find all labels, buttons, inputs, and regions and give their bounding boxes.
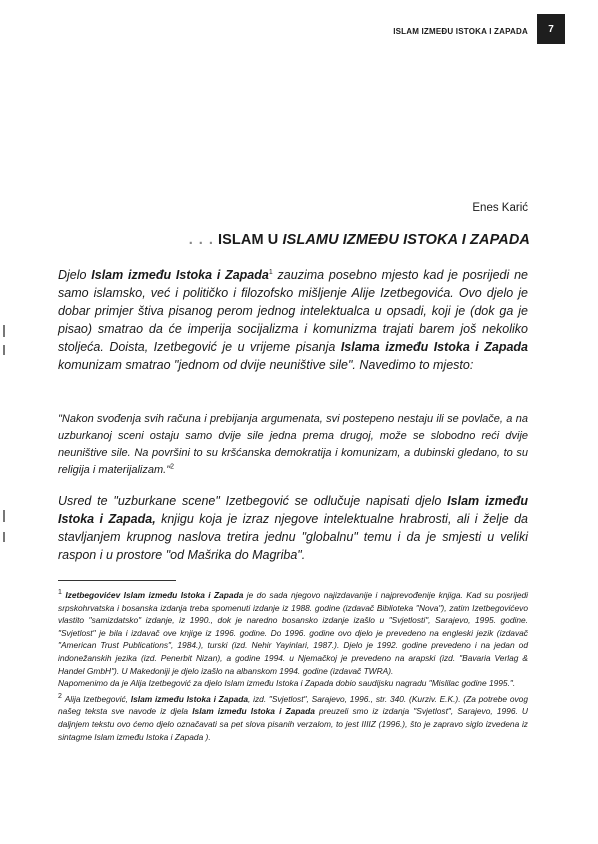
footnotes	[58, 589, 528, 743]
text-span: zauzima posebno mjesto kad je posrijedi ne samo islamsko, već i političko i filozofsko mišljenje Alije Izetbegovića. Ovo djelo je dobar primjer štiva pisanog perom jednog intelektualca u opsadi, koji je (dok ga je pisao) smatrao da će imperija socijalizma i komunizma trajati barem još nekoliko stoljeća. Doista, Izetbegović je u vrijeme pisanja	[58, 268, 528, 354]
footnote-text: Napomenimo da je Alija Izetbegović za djelo Islam između Istoka i Zapada dobio saudijsku nagradu "Mislilac godine 1995.".	[58, 678, 516, 689]
work-title: Islam između Istoka i Zapada	[91, 268, 269, 282]
footnote-work-title: Islam između Istoka i Zapada	[130, 693, 249, 704]
footnote-work-title: Islam između Istoka i Zapada	[192, 706, 315, 717]
text-span: knjigu koja je izraz njegove intelektualne hrabrosti, ali i želje da stavljanjem krupnog naslova tretira jednu "globalnu" temu i da je smjesti u veliki raspon i u prostore "od Mašrika do Magriba".	[58, 512, 528, 562]
text-span: Usred te "uzburkane scene" Izetbegović se odlučuje napisati djelo	[58, 494, 448, 508]
footnote-number: 1	[58, 589, 62, 597]
title-lead-dots: . . .	[188, 232, 214, 248]
article-title	[150, 232, 530, 248]
running-header: ISLAM IZMEĐU ISTOKA I ZAPADA	[393, 27, 528, 36]
page-number-tab: 7	[537, 14, 565, 44]
footnote-separator	[58, 580, 176, 581]
footnote-text: je do sada njegovo najizdavanije i najprevođenije knjiga. Kad su posrijedi srpskohrvatska i bosanska izdanja treba spomenuti izdanje iz 1988. godine (izdavač Biblioteka "Nova"), zatim Izetbegovićevo vlastito "samizdatsko" izdanje, iz 1990., dok je naredno bosansko izdanje izašlo u "Svjetlosti", Sarajevo, 1995. godine. "Svjetlost" je bila i izdavač ove knjige iz 1996. godine. Do 1996. godine ovo djelo je prevedeno na engleski jezik (izdavač "American Trust Publications", 1984.), turski (izd. Nehir Yayinlari, 1987.). Djelo je 1992. godine prevedeno i na jedan od indonežanskih jezika (izd. Penerbit Nizan), a godine 1994. u Njemačkoj je prevedeno na arapski (izd. "Bavaria Verlag & Handel GmbH"). U Makedoniji je djelo izašlo na albanskom 1994. godine (izdavač TWRA).	[58, 590, 528, 676]
footnote-text: Alija Izetbegović,	[64, 693, 131, 704]
footnote-number: 2	[58, 692, 62, 700]
footnote-1	[58, 589, 528, 677]
footnote-text: , izd. "Svjetlost", Sarajevo, 1996., str. 340. (Kurziv. E.K.). (Za potrebe ovog našeg teksta sve navode iz djela	[58, 693, 528, 717]
footnote-work-title: Izetbegovićev Islam između Istoka i Zapada	[65, 590, 244, 600]
footnote-1-note	[58, 677, 528, 690]
article-author: Enes Karić	[472, 202, 528, 214]
footnote-ref-2: 2	[170, 463, 175, 471]
text-span: komunizam smatrao "jednom od dvije neuništive sile". Navedimo to mjesto:	[58, 358, 474, 372]
paragraph-2	[58, 492, 528, 564]
margin-mark	[3, 510, 5, 522]
text-span: Djelo	[58, 268, 92, 282]
margin-mark	[3, 345, 5, 355]
margin-mark	[3, 325, 5, 337]
work-title: Islam između Istoka i Zapada,	[58, 494, 529, 526]
paragraph-1	[58, 266, 528, 374]
work-title: Islama između Istoka i Zapada	[340, 340, 528, 354]
footnote-text: preuzeli smo iz izdanja "Svjetlost", Sarajevo, 1996. U daljnjem tekstu ovo ćemo djelo označavati sa pet slova pisanih verzalom, to jest IIIIZ (1996.), što je zapravo siglo izvedena iz sintagme Islam između Istoka i Zapada ).	[58, 706, 528, 742]
footnote-ref-1: 1	[268, 268, 273, 276]
title-part-2: ISLAMU IZMEĐU ISTOKA I ZAPADA	[282, 232, 530, 248]
footnote-2	[58, 693, 528, 743]
block-quote	[58, 411, 528, 479]
margin-mark	[3, 532, 5, 542]
title-part-1: ISLAM U	[218, 232, 283, 248]
quote-text: "Nakon svođenja svih računa i prebijanja argumenata, svi postepeno nestaju ili se povlače, a na uzburkanoj sceni ostaju samo dvije sile jedna prema drugoj, može se slobodno reći dvije neuništive sile. Na površini to su kršćanska demokratija i komunizam, a dubinski gledano, to su religija i materijalizam."	[58, 413, 528, 476]
